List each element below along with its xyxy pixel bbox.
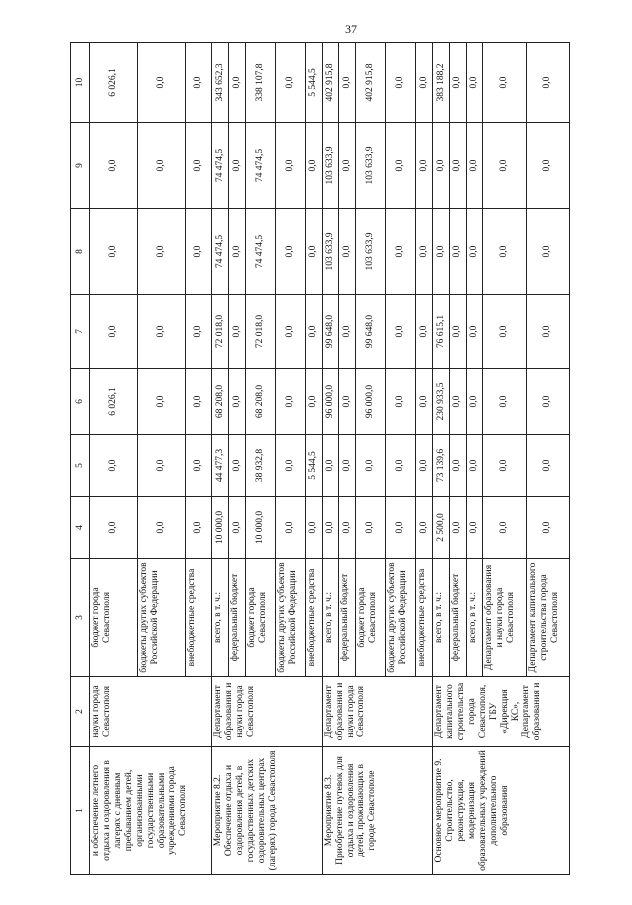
value-cell: 0,0 (356, 435, 386, 497)
table-row (433, 43, 450, 875)
value-cell: 0,0 (386, 209, 416, 295)
value-cell: 0,0 (416, 43, 433, 123)
header-cell: 1 (71, 747, 90, 875)
value-cell: 44 477,3 (212, 435, 229, 497)
value-cell: 0,0 (449, 123, 466, 209)
value-cell: 0,0 (466, 123, 483, 209)
value-cell: 6 026,1 (90, 43, 138, 123)
value-cell: 0,0 (526, 209, 569, 295)
value-cell: 0,0 (305, 209, 322, 295)
value-cell: 0,0 (137, 497, 185, 559)
rotated-table-wrapper (70, 43, 570, 875)
funding-source-cell: федеральный бюджет (449, 559, 466, 677)
header-cell: 8 (71, 209, 90, 295)
value-cell: 99 648,0 (356, 295, 386, 369)
value-cell: 73 139,6 (433, 435, 450, 497)
header-cell: 6 (71, 369, 90, 435)
value-cell: 0,0 (449, 209, 466, 295)
value-cell: 0,0 (466, 435, 483, 497)
page-number: 37 (345, 22, 357, 36)
value-cell: 0,0 (322, 435, 339, 497)
value-cell: 0,0 (339, 497, 356, 559)
value-cell: 6 026,1 (90, 369, 138, 435)
value-cell: 0,0 (305, 295, 322, 369)
value-cell: 402 915,8 (322, 43, 339, 123)
value-cell: 0,0 (526, 497, 569, 559)
value-cell: 0,0 (386, 435, 416, 497)
value-cell: 0,0 (416, 295, 433, 369)
value-cell: 0,0 (339, 209, 356, 295)
value-cell: 0,0 (305, 123, 322, 209)
value-cell: 74 474,5 (212, 209, 229, 295)
value-cell: 103 633,9 (356, 123, 386, 209)
activity-cell: Мероприятие 8.2. Обеспечение отдыха и оздоровления детей, в государственных детских оздоровительных центрах (лагерях) города Севастополя (212, 747, 322, 875)
value-cell: 383 188,2 (433, 43, 450, 123)
funding-source-cell: всего, в т. ч.: (322, 559, 339, 677)
value-cell: 5 544,5 (305, 43, 322, 123)
funding-source-cell: бюджеты других субъектов Российской Федерации (137, 559, 185, 677)
value-cell: 68 208,0 (212, 369, 229, 435)
value-cell: 0,0 (483, 43, 526, 123)
value-cell: 96 000,0 (356, 369, 386, 435)
value-cell: 0,0 (275, 435, 305, 497)
funding-source-cell: внебюджетные средства (185, 559, 212, 677)
funding-source-cell: бюджет города Севастополя (356, 559, 386, 677)
table-row (212, 43, 229, 875)
funding-source-cell: бюджеты других субъектов Российской Федерации (386, 559, 416, 677)
value-cell: 0,0 (416, 209, 433, 295)
executor-cell: Департамент капитального строительства города Севастополя, ГБУ «Дирекция КС», Департамент образования и (433, 677, 570, 747)
value-cell: 0,0 (416, 497, 433, 559)
funding-source-cell: всего, в т. ч.: (433, 559, 450, 677)
header-cell: 9 (71, 123, 90, 209)
value-cell: 0,0 (483, 209, 526, 295)
value-cell: 402 915,8 (356, 43, 386, 123)
value-cell: 2 500,0 (433, 497, 450, 559)
value-cell: 68 208,0 (245, 369, 275, 435)
value-cell: 0,0 (386, 123, 416, 209)
value-cell: 0,0 (322, 497, 339, 559)
value-cell: 0,0 (339, 295, 356, 369)
funding-source-cell: внебюджетные средства (305, 559, 322, 677)
header-cell: 3 (71, 559, 90, 677)
value-cell: 0,0 (339, 435, 356, 497)
value-cell: 0,0 (275, 43, 305, 123)
value-cell: 338 107,8 (245, 43, 275, 123)
value-cell: 0,0 (305, 497, 322, 559)
funding-source-cell: Департамент образования и науки города Севастополя (483, 559, 526, 677)
budget-table (70, 42, 570, 875)
value-cell: 0,0 (466, 209, 483, 295)
funding-source-cell: бюджеты других субъектов Российской Федерации (275, 559, 305, 677)
value-cell: 0,0 (483, 497, 526, 559)
value-cell: 0,0 (185, 43, 212, 123)
value-cell: 103 633,9 (322, 209, 339, 295)
value-cell: 103 633,9 (322, 123, 339, 209)
value-cell: 10 000,0 (245, 497, 275, 559)
value-cell: 0,0 (416, 369, 433, 435)
value-cell: 0,0 (275, 369, 305, 435)
value-cell: 72 018,0 (212, 295, 229, 369)
value-cell: 0,0 (137, 43, 185, 123)
header-cell: 5 (71, 435, 90, 497)
value-cell: 0,0 (275, 123, 305, 209)
funding-source-cell: федеральный бюджет (229, 559, 246, 677)
value-cell: 0,0 (466, 43, 483, 123)
activity-cell: Мероприятие 8.3. Приобретение путевок для отдыха и оздоровления детей, проживающих в городе Севастополе (322, 747, 432, 875)
value-cell: 0,0 (339, 369, 356, 435)
value-cell: 0,0 (433, 123, 450, 209)
value-cell: 0,0 (229, 43, 246, 123)
value-cell: 0,0 (466, 497, 483, 559)
value-cell: 0,0 (185, 123, 212, 209)
value-cell: 10 000,0 (212, 497, 229, 559)
value-cell: 0,0 (185, 209, 212, 295)
funding-source-cell: внебюджетные средства (416, 559, 433, 677)
header-row (71, 43, 90, 875)
value-cell: 0,0 (466, 295, 483, 369)
executor-cell: Департамент образования и науки города Севастополя (212, 677, 322, 747)
value-cell: 0,0 (483, 295, 526, 369)
value-cell: 5 544,5 (305, 435, 322, 497)
value-cell: 0,0 (229, 369, 246, 435)
value-cell: 0,0 (483, 123, 526, 209)
value-cell: 74 474,5 (245, 123, 275, 209)
value-cell: 0,0 (526, 369, 569, 435)
funding-source-cell: бюджет города Севастополя (90, 559, 138, 677)
value-cell: 0,0 (90, 497, 138, 559)
value-cell: 0,0 (229, 295, 246, 369)
funding-source-cell: Департамент капитального строительства города Севастополя (526, 559, 569, 677)
value-cell: 0,0 (386, 43, 416, 123)
value-cell: 0,0 (356, 497, 386, 559)
value-cell: 74 474,5 (212, 123, 229, 209)
value-cell: 0,0 (339, 43, 356, 123)
value-cell: 0,0 (275, 209, 305, 295)
value-cell: 0,0 (275, 295, 305, 369)
value-cell: 0,0 (526, 435, 569, 497)
value-cell: 0,0 (483, 435, 526, 497)
value-cell: 0,0 (137, 295, 185, 369)
funding-source-cell: всего, в т. ч.: (466, 559, 483, 677)
header-cell: 10 (71, 43, 90, 123)
value-cell: 0,0 (229, 497, 246, 559)
value-cell: 0,0 (433, 209, 450, 295)
value-cell: 0,0 (90, 295, 138, 369)
funding-source-cell: бюджет города Севастополя (245, 559, 275, 677)
activity-cell: Основное мероприятие 9. Строительство, реконструкция, модернизация образовательных учреждений дополнительного образования (433, 747, 570, 875)
value-cell: 0,0 (526, 43, 569, 123)
value-cell: 99 648,0 (322, 295, 339, 369)
value-cell: 0,0 (449, 369, 466, 435)
value-cell: 103 633,9 (356, 209, 386, 295)
value-cell: 38 932,8 (245, 435, 275, 497)
value-cell: 0,0 (137, 369, 185, 435)
table-row (322, 43, 339, 875)
funding-source-cell: федеральный бюджет (339, 559, 356, 677)
value-cell: 0,0 (185, 369, 212, 435)
value-cell: 0,0 (449, 435, 466, 497)
value-cell: 0,0 (185, 435, 212, 497)
value-cell: 0,0 (386, 369, 416, 435)
executor-cell: науки города Севастополя (90, 677, 212, 747)
header-cell: 7 (71, 295, 90, 369)
value-cell: 72 018,0 (245, 295, 275, 369)
value-cell: 0,0 (185, 497, 212, 559)
table-frame (70, 43, 570, 875)
value-cell: 0,0 (229, 209, 246, 295)
value-cell: 0,0 (229, 435, 246, 497)
value-cell: 0,0 (449, 497, 466, 559)
funding-source-cell: всего, в т. ч.: (212, 559, 229, 677)
value-cell: 0,0 (90, 123, 138, 209)
value-cell: 343 652,3 (212, 43, 229, 123)
value-cell: 0,0 (275, 497, 305, 559)
value-cell: 0,0 (229, 123, 246, 209)
value-cell: 0,0 (90, 209, 138, 295)
value-cell: 0,0 (416, 435, 433, 497)
value-cell: 74 474,5 (245, 209, 275, 295)
value-cell: 0,0 (386, 295, 416, 369)
value-cell: 230 933,5 (433, 369, 450, 435)
value-cell: 0,0 (137, 209, 185, 295)
value-cell: 0,0 (526, 123, 569, 209)
header-cell: 2 (71, 677, 90, 747)
activity-cell: и обеспечение летнего отдыха и оздоровления в лагерях с дневным пребыванием детей, организованными государственными образовательными учреждениями города Севастополя (90, 747, 212, 875)
executor-cell: Департамент образования и науки города Севастополя (322, 677, 432, 747)
value-cell: 0,0 (449, 295, 466, 369)
value-cell: 0,0 (526, 295, 569, 369)
value-cell: 0,0 (466, 369, 483, 435)
value-cell: 0,0 (185, 295, 212, 369)
value-cell: 0,0 (483, 369, 526, 435)
value-cell: 0,0 (449, 43, 466, 123)
value-cell: 0,0 (305, 369, 322, 435)
value-cell: 0,0 (416, 123, 433, 209)
value-cell: 0,0 (90, 435, 138, 497)
value-cell: 96 000,0 (322, 369, 339, 435)
value-cell: 0,0 (137, 123, 185, 209)
value-cell: 76 615,1 (433, 295, 450, 369)
table-row (90, 43, 138, 875)
value-cell: 0,0 (386, 497, 416, 559)
header-cell: 4 (71, 497, 90, 559)
value-cell: 0,0 (339, 123, 356, 209)
value-cell: 0,0 (137, 435, 185, 497)
